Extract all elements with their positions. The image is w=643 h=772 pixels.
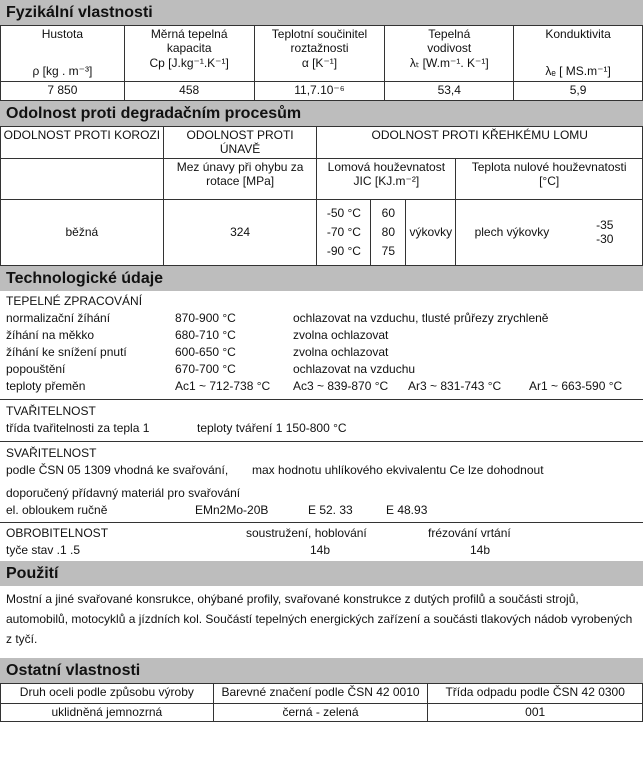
header-merna-tepelna: Měrná tepelná kapacita Cp [J.kg⁻¹.K⁻¹] [124, 26, 254, 82]
other-properties-table [0, 683, 643, 722]
value-hustota: 7 850 [1, 82, 125, 101]
list-item: žíhání ke snížení pnutí 600-650 °C zvolna ochlazovat [6, 344, 389, 359]
header-teplotni-soucinitel: Teplotní součinitel roztažnosti α [K⁻¹] [254, 26, 385, 82]
section-heading-fyzikalni: Fyzikální vlastnosti [0, 0, 643, 25]
header-tepelna-vodivost: Tepelná vodivost λₜ [W.m⁻¹. K⁻¹] [385, 26, 514, 82]
tvaritelnost-row: třída tvařitelnosti za tepla 1 teploty tváření 1 150-800 °C [6, 420, 347, 435]
korozi-value: běžná [1, 199, 164, 265]
svaritelnost-block [0, 441, 643, 522]
tvaritelnost-block [0, 399, 643, 441]
list-item: normalizační žíhání 870-900 °C ochlazovat na vzduchu, tlusté průřezy zrychleně [6, 310, 549, 325]
pouziti-text: Mostní a jiné svařované konsrukce, ohýbané profily, svařované konstrukce z dutých profilů a součásti strojů, automobilů, motocyklů a jízdních kol. Součástí tepelných energických zařízení a součásti tlakových nádob vyrobených z tyčí. [6, 591, 633, 646]
teplota-nulove-label: Teplota nulové houževnatosti [°C] [456, 158, 643, 199]
section-heading-ostatni: Ostatní vlastnosti [0, 658, 643, 683]
svaritelnost-title: SVAŘITELNOST [6, 445, 97, 460]
vykovky-cell: výkovky [406, 199, 456, 265]
header-barevne-znaceni: Barevné značení podle ČSN 42 0010 [213, 683, 428, 703]
header-druh-oceli: Druh oceli podle způsobu výroby [1, 683, 214, 703]
tepelne-zpracovani-title: TEPELNÉ ZPRACOVÁNÍ [6, 293, 143, 308]
temps-cell: -50 °C -70 °C -90 °C [317, 199, 371, 265]
section-heading-pouziti: Použití [0, 561, 643, 586]
obrobitelnost-row: tyče stav .1 .5 14b 14b [6, 542, 491, 557]
section-heading-odolnost: Odolnost proti degradačním procesům [0, 101, 643, 126]
mez-unavy-label: Mez únavy při ohybu za rotace [MPa] [163, 158, 317, 199]
blank-cell [1, 158, 164, 199]
header-korozi: ODOLNOST PROTI KOROZI [1, 127, 164, 159]
header-trida-odpadu: Třída odpadu podle ČSN 42 0300 [428, 683, 643, 703]
svaritelnost-row: podle ČSN 05 1309 vhodná ke svařování, max hodnotu uhlíkového ekvivalentu Ce lze dohodnout [6, 462, 544, 477]
header-lomu: ODOLNOST PROTI KŘEHKÉMU LOMU [317, 127, 643, 159]
value-barevne-znaceni: černá - zelená [213, 703, 428, 721]
plech-vykovky-cell: plech výkovky [456, 199, 568, 265]
obrobitelnost-head: OBROBITELNOST soustružení, hoblování frézování vrtání [6, 525, 511, 540]
material-row: el. obloukem ručně EMn2Mo-20B E 52. 33 E 48.93 [6, 502, 428, 517]
value-trida-odpadu: 001 [428, 703, 643, 721]
tvaritelnost-title: TVAŘITELNOST [6, 403, 96, 418]
jic-values: 60 80 75 [371, 199, 406, 265]
doporuceny-material: doporučený přídavný materiál pro svařování [6, 485, 241, 500]
header-hustota: Hustota ρ [kg . m⁻³] [1, 26, 125, 82]
degradation-table [0, 126, 643, 266]
value-kapacita: 458 [124, 82, 254, 101]
value-konduktivita: 5,9 [514, 82, 643, 101]
physical-properties-table [0, 25, 643, 101]
list-item: popouštění 670-700 °C ochlazovat na vzduchu [6, 361, 416, 376]
unava-value: 324 [163, 199, 317, 265]
tepelne-zpracovani-block [0, 291, 643, 395]
list-item: žíhání na měkko 680-710 °C zvolna ochlazovat [6, 327, 389, 342]
lomova-label: Lomová houževnatost JIC [KJ.m⁻²] [317, 158, 456, 199]
obrobitelnost-block [0, 522, 643, 561]
header-konduktivita: Konduktivita λₑ [ MS.m⁻¹] [514, 26, 643, 82]
tnh-values: -35 -30 [568, 199, 643, 265]
header-unave: ODOLNOST PROTI ÚNAVĚ [163, 127, 317, 159]
value-roztaznost: 11,7.10⁻⁶ [254, 82, 385, 101]
section-heading-technologicke: Technologické údaje [0, 266, 643, 291]
teploty-premen-row: teploty přeměn Ac1 ~ 712-738 °C Ac3 ~ 839-870 °C Ar3 ~ 831-743 °C Ar1 ~ 663-590 °C [6, 378, 623, 393]
value-druh-oceli: uklidněná jemnozrná [1, 703, 214, 721]
value-vodivost: 53,4 [385, 82, 514, 101]
